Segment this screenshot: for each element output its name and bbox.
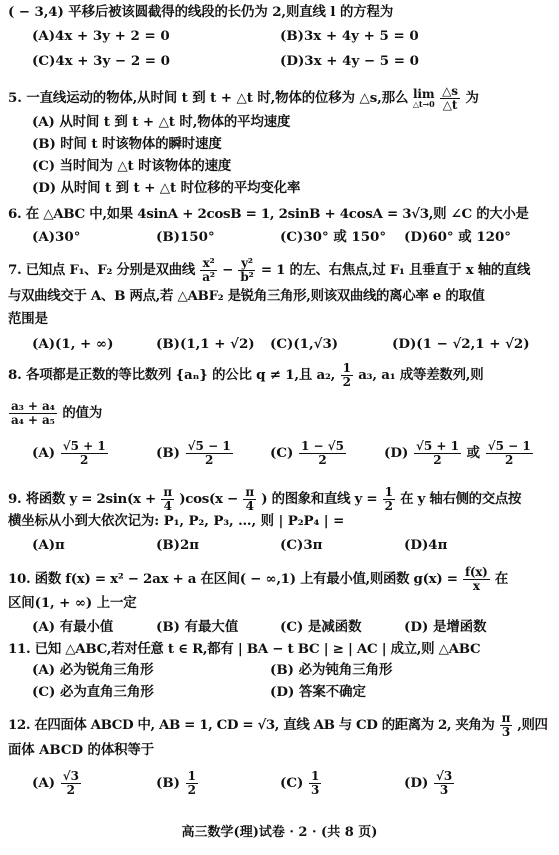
q4-options-row2 bbox=[32, 55, 553, 73]
q5-fraction bbox=[440, 85, 460, 112]
q5-option-d: (D) 从时间 t 到 t + △t 时位移的平均变化率 bbox=[32, 180, 301, 196]
q6-option-c: (C)30° 或 150° bbox=[280, 229, 387, 245]
q7-stem-line1 bbox=[8, 257, 553, 284]
q12-option-d-den: 3 bbox=[439, 782, 449, 797]
q7-y-fraction-num: y² bbox=[238, 257, 255, 271]
q8-option-d-label: (D) bbox=[384, 444, 409, 461]
q7-options bbox=[32, 338, 553, 356]
q4-option-d: (D)3x + 4y − 5 = 0 bbox=[280, 53, 419, 69]
q9-option-d: (D)4π bbox=[404, 537, 448, 553]
q8-option-a-den: 2 bbox=[80, 452, 89, 467]
q8-option-d-den2: 2 bbox=[505, 452, 514, 467]
q7-x-fraction-num: x² bbox=[200, 257, 216, 271]
q8-option-a-fraction bbox=[61, 440, 108, 467]
q7-y-fraction-den: b² bbox=[240, 269, 254, 284]
q8-text-c: 的值为 bbox=[62, 404, 103, 421]
q12-option-d-num: √3 bbox=[435, 769, 453, 783]
q8-half-fraction bbox=[341, 362, 353, 389]
q12-text-a: 12. 在四面体 ABCD 中, AB = 1, CD = √3, 直线 AB 与 CD 的距离为 2, 夹角为 bbox=[8, 716, 495, 733]
q7-option-a: (A)(1, + ∞) bbox=[32, 336, 114, 352]
q9-pi4-num-1: π bbox=[163, 485, 172, 499]
q10-options bbox=[32, 621, 553, 639]
q10-stem-line2: 区间(1, + ∞) 上一定 bbox=[8, 595, 137, 611]
q9-half-den: 2 bbox=[384, 498, 393, 513]
q9-pi4-den-2: 4 bbox=[245, 498, 254, 513]
q4-option-b: (B)3x + 4y + 5 = 0 bbox=[280, 28, 419, 44]
q12-option-c bbox=[280, 770, 322, 797]
q4-options-row1 bbox=[32, 30, 553, 48]
q8-option-d-fraction1 bbox=[414, 440, 461, 467]
q7-x-fraction-den: a² bbox=[202, 269, 215, 284]
q8-stem-line1 bbox=[8, 362, 553, 389]
q8-option-c-fraction bbox=[299, 440, 346, 467]
q5-limit bbox=[413, 88, 435, 108]
q12-pi3-den: 3 bbox=[501, 724, 510, 739]
q9-pi4-den-1: 4 bbox=[163, 498, 172, 513]
q9-stem-line1 bbox=[8, 486, 553, 513]
q6-options bbox=[32, 231, 553, 249]
q9-pi4-fraction-2 bbox=[243, 486, 255, 513]
q5-limit-word: lim bbox=[412, 87, 435, 102]
q12-option-b-fraction bbox=[186, 770, 198, 797]
q7-stem-line3: 范围是 bbox=[8, 311, 48, 327]
q12-option-d bbox=[404, 770, 455, 797]
q9-option-c: (C)3π bbox=[280, 537, 323, 553]
q10-stem-line1 bbox=[8, 566, 553, 593]
q8-expr-den: a₄ + a₅ bbox=[11, 412, 55, 427]
q6-stem: 6. 在 △ABC 中,如果 4sinA + 2cosB = 1, 2sinB + 4cosA = 3√3,则 ∠C 的大小是 bbox=[8, 206, 529, 222]
q6-option-a: (A)30° bbox=[32, 229, 81, 245]
q12-options bbox=[32, 770, 553, 804]
q8-options bbox=[32, 440, 553, 474]
q12-option-b-den: 2 bbox=[187, 782, 197, 797]
q9-text-d: 在 y 轴右侧的交点按 bbox=[400, 490, 522, 507]
q12-option-a bbox=[32, 770, 82, 797]
q9-text-c: ) 的图象和直线 y = bbox=[261, 490, 378, 507]
q12-option-c-den: 3 bbox=[311, 782, 320, 797]
q5-option-a: (A) 从时间 t 到 t + △t 时,物体的平均速度 bbox=[32, 114, 291, 130]
q7-x-fraction bbox=[200, 257, 216, 284]
q12-option-a-fraction bbox=[61, 770, 81, 797]
q10-option-a: (A) 有最小值 bbox=[32, 619, 114, 635]
q12-option-b-label: (B) bbox=[156, 774, 180, 791]
q10-g-num: f(x) bbox=[465, 565, 488, 579]
q10-text-b: 在 bbox=[494, 570, 508, 587]
q5-fraction-den: △t bbox=[442, 97, 458, 112]
q12-option-a-label: (A) bbox=[32, 774, 56, 791]
q11-option-a: (A) 必为锐角三角形 bbox=[32, 662, 154, 678]
q9-options bbox=[32, 539, 553, 557]
q12-pi3-fraction bbox=[500, 712, 512, 739]
q6-option-d: (D)60° 或 120° bbox=[404, 229, 511, 245]
q9-option-a: (A)π bbox=[32, 537, 65, 553]
q8-option-d bbox=[384, 440, 534, 467]
q11-options-row2 bbox=[32, 686, 553, 704]
q12-option-c-label: (C) bbox=[280, 774, 304, 791]
q10-g-den: x bbox=[472, 578, 480, 593]
q9-half-num: 1 bbox=[384, 485, 393, 499]
q9-stem-line2: 横坐标从小到大依次记为: P₁, P₂, P₃, …, 则 | P₂P₄ | = bbox=[8, 513, 345, 529]
q9-text-a: 9. 将函数 y = 2sin(x + bbox=[8, 490, 156, 507]
q12-stem-line1 bbox=[8, 712, 553, 739]
q5-stem bbox=[8, 85, 553, 112]
q8-option-d-or: 或 bbox=[466, 444, 481, 461]
q8-text-a: 8. 各项都是正数的等比数列 {aₙ} 的公比 q ≠ 1,且 a₂, bbox=[8, 366, 336, 383]
q5-option-c: (C) 当时间为 △t 时该物体的速度 bbox=[32, 158, 232, 174]
q12-option-a-den: 2 bbox=[66, 782, 76, 797]
q8-option-a-label: (A) bbox=[32, 444, 56, 461]
q12-option-a-num: √3 bbox=[62, 769, 79, 783]
q7-option-b: (B)(1,1 + √2) bbox=[156, 336, 255, 352]
q12-stem-line2: 面体 ABCD 的体积等于 bbox=[8, 742, 154, 758]
q11-option-c: (C) 必为直角三角形 bbox=[32, 684, 154, 700]
q8-option-c-label: (C) bbox=[270, 444, 294, 461]
q4-stem-tail: ( − 3,4) 平移后被该圆截得的线段的长仍为 2,则直线 l 的方程为 bbox=[8, 4, 394, 20]
q8-option-d-fraction2 bbox=[486, 440, 533, 467]
q8-option-b-num: √5 − 1 bbox=[187, 439, 231, 453]
q7-y-fraction bbox=[238, 257, 255, 284]
q7-stem-line2: 与双曲线交于 A、B 两点,若 △ABF₂ 是锐角三角形,则该双曲线的离心率 e 的取值 bbox=[8, 288, 485, 304]
q8-expr-fraction bbox=[9, 400, 57, 427]
q8-half-num: 1 bbox=[342, 361, 351, 375]
q12-option-c-fraction bbox=[309, 770, 321, 797]
q12-pi3-num: π bbox=[501, 711, 511, 725]
q9-option-b: (B)2π bbox=[156, 537, 200, 553]
q12-option-c-num: 1 bbox=[311, 769, 320, 783]
q12-option-b-num: 1 bbox=[187, 769, 197, 783]
q9-half-fraction bbox=[383, 486, 395, 513]
q8-option-a-num: √5 + 1 bbox=[62, 439, 106, 453]
q7-option-c: (C)(1,√3) bbox=[270, 336, 339, 352]
q5-stem-end: 为 bbox=[465, 89, 479, 106]
q8-option-d-num2: √5 − 1 bbox=[487, 439, 531, 453]
q8-stem-line2 bbox=[8, 400, 553, 427]
q5-stem-text: 5. 一直线运动的物体,从时间 t 到 t + △t 时,物体的位移为 △s,那么 bbox=[8, 89, 409, 106]
q10-option-d: (D) 是增函数 bbox=[404, 619, 487, 635]
page-footer: 高三数学(理)试卷 · 2 · (共 8 页) bbox=[181, 825, 378, 840]
q8-option-d-den1: 2 bbox=[433, 452, 442, 467]
q9-pi4-num-2: π bbox=[245, 485, 254, 499]
q8-expr-num: a₃ + a₄ bbox=[11, 399, 55, 413]
q5-limit-subscript: △t→0 bbox=[412, 99, 435, 110]
q8-option-b-label: (B) bbox=[156, 444, 180, 461]
q12-text-b: ,则四 bbox=[517, 716, 548, 733]
q12-option-b bbox=[156, 770, 199, 797]
q8-option-b-fraction bbox=[186, 440, 233, 467]
q7-text-a: 7. 已知点 F₁、F₂ 分别是双曲线 bbox=[8, 261, 195, 278]
q10-text-a: 10. 函数 f(x) = x² − 2ax + a 在区间( − ∞,1) 上有最小值,则函数 g(x) = bbox=[8, 570, 458, 587]
q7-option-d: (D)(1 − √2,1 + √2) bbox=[392, 336, 530, 352]
q4-option-c: (C)4x + 3y − 2 = 0 bbox=[32, 53, 170, 69]
q8-option-c-num: 1 − √5 bbox=[301, 439, 345, 453]
q9-text-b: )cos(x − bbox=[179, 490, 238, 507]
q11-options-row1 bbox=[32, 664, 553, 682]
q5-option-b: (B) 时间 t 时该物体的瞬时速度 bbox=[32, 136, 222, 152]
q12-option-d-fraction bbox=[434, 770, 454, 797]
q12-option-d-label: (D) bbox=[404, 774, 429, 791]
q7-text-b: = 1 的左、右焦点,过 F₁ 且垂直于 x 轴的直线 bbox=[260, 261, 531, 278]
q8-text-b: a₃, a₁ 成等差数列,则 bbox=[358, 366, 484, 383]
q11-option-d: (D) 答案不确定 bbox=[270, 684, 366, 700]
q6-option-b: (B)150° bbox=[156, 229, 215, 245]
q11-stem: 11. 已知 △ABC,若对任意 t ∈ R,都有 | BA − t BC | ≥ | AC | 成立,则 △ABC bbox=[8, 641, 481, 657]
q8-option-c-den: 2 bbox=[318, 452, 327, 467]
q10-g-fraction bbox=[463, 566, 489, 593]
q8-option-c bbox=[270, 440, 347, 467]
q5-fraction-num: △s bbox=[442, 84, 458, 98]
q10-option-b: (B) 有最大值 bbox=[156, 619, 239, 635]
q11-option-b: (B) 必为钝角三角形 bbox=[270, 662, 393, 678]
q10-option-c: (C) 是减函数 bbox=[280, 619, 362, 635]
q8-half-den: 2 bbox=[342, 374, 351, 389]
q8-option-b bbox=[156, 440, 234, 467]
q8-option-b-den: 2 bbox=[204, 452, 214, 467]
q7-minus: − bbox=[222, 261, 234, 278]
q8-option-d-num1: √5 + 1 bbox=[415, 439, 459, 453]
q4-option-a: (A)4x + 3y + 2 = 0 bbox=[32, 28, 170, 44]
q9-pi4-fraction-1 bbox=[161, 486, 173, 513]
q8-option-a bbox=[32, 440, 109, 467]
